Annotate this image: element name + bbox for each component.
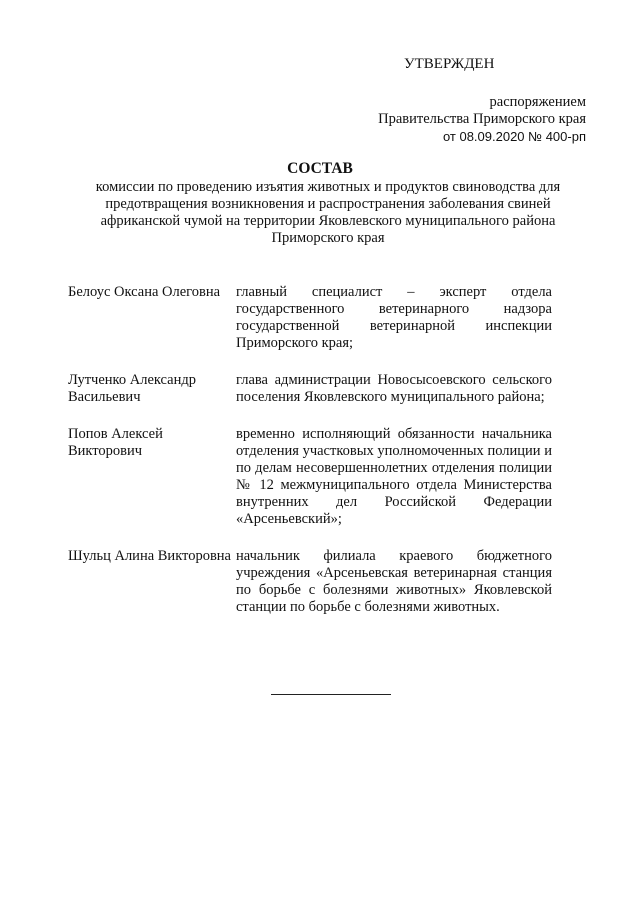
member-role: глава администрации Новосысоевского сельского поселения Яковлевского муниципального района;: [236, 372, 552, 405]
member-name: Попов Алексей Викторович: [68, 426, 163, 459]
member-name: Белоус Оксана Олеговна: [68, 284, 221, 300]
approval-date: от 08.09.2020 № 400-рп: [442, 129, 586, 144]
approval-line-2: Правительства Приморского края: [378, 111, 586, 127]
member-role: временно исполняющий обязанности начальника отделения участковых уполномоченных полиции и по делам несовершеннолетних отделения полиции № 12 межмуниципального отдела Министерства внутренних дел Российской Федерации «Арсеньевский»;: [236, 426, 552, 527]
approved-heading: УТВЕРЖДЕН: [404, 56, 495, 72]
member-role: начальник филиала краевого бюджетного учреждения «Арсеньевская ветеринарная станция по борьбе с болезнями животных» Яковлевской станции по борьбе с болезнями животных.: [236, 548, 552, 615]
member-name: Шульц Алина Викторовна: [68, 548, 231, 564]
document-subtitle: комиссии по проведению изъятия животных и продуктов свиноводства для предотвращения возникновения и распространения заболевания свиней африканской чумой на территории Яковлевского муниципального района Приморского края: [95, 179, 561, 246]
document-title: СОСТАВ: [287, 160, 353, 177]
member-row: [68, 372, 552, 406]
approval-block: [360, 94, 586, 145]
member-row: [68, 426, 552, 528]
member-name: Лутченко Александр Васильевич: [68, 372, 196, 405]
approval-line-1: распоряжением: [489, 94, 586, 110]
member-role: главный специалист – эксперт отдела государственного ветеринарного надзора государственной ветеринарной инспекции Приморского края;: [236, 284, 552, 351]
member-row: [68, 548, 552, 616]
member-row: [68, 284, 552, 352]
members-list: [68, 284, 552, 616]
end-separator-line: [271, 694, 391, 695]
